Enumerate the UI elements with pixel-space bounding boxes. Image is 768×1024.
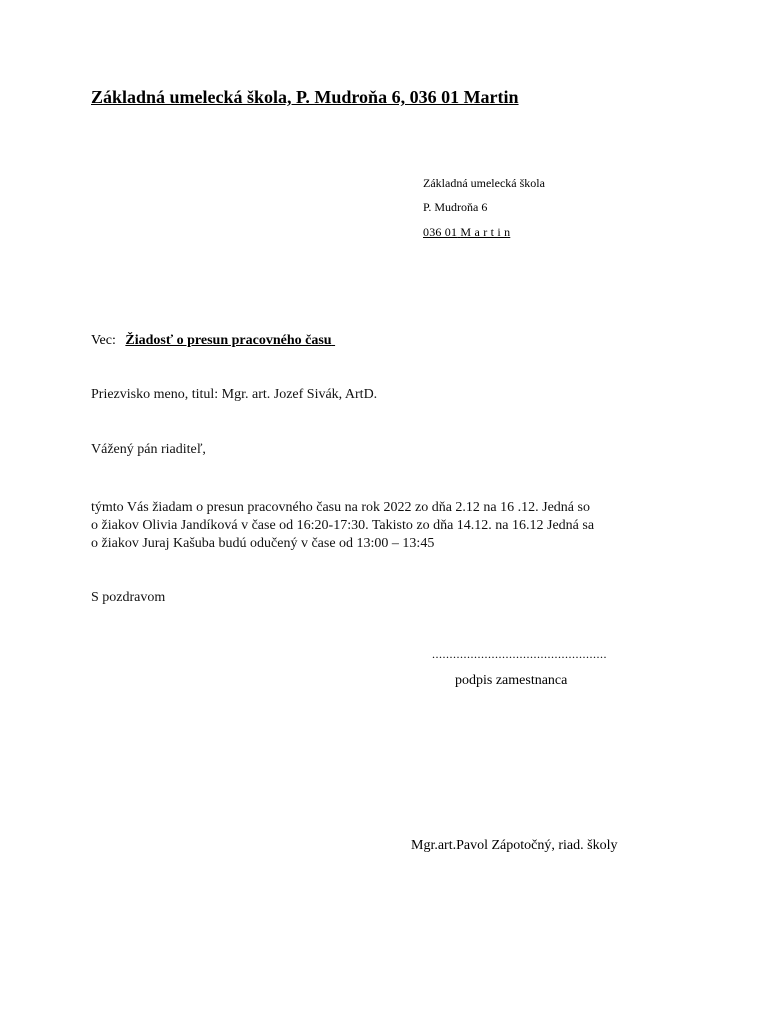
subject-text: Žiadosť o presun pracovného času [125, 333, 332, 348]
subject-line [91, 333, 360, 349]
employee-name-line: Priezvisko meno, titul: Mgr. art. Jozef Sivák, ArtD. [91, 387, 378, 402]
greeting: Vážený pán riaditeľ, [91, 442, 206, 457]
recipient-line-3 [423, 225, 510, 240]
signature-label: podpis zamestnanca [455, 673, 568, 688]
letter-header: Základná umelecká škola, P. Mudroňa 6, 036 01 Martin [91, 87, 519, 107]
paragraph-line: o žiakov Juraj Kašuba budú odučený v čase od 13:00 – 13:45 [91, 536, 435, 551]
recipient-line-1: Základná umelecká škola [423, 176, 545, 190]
paragraph-line: týmto Vás žiadam o presun pracovného času na rok 2022 zo dňa 2.12 na 16 .12. Jedná so [91, 500, 590, 515]
paragraph-line: o žiakov Olivia Jandíková v čase od 16:20-17:30. Takisto zo dňa 14.12. na 16.12 Jedná sa [91, 518, 595, 533]
recipient-line-2: P. Mudroňa 6 [423, 200, 488, 214]
closing: S pozdravom [91, 590, 166, 605]
request-paragraph [91, 499, 594, 553]
signature-dotted-line: .................................................. [432, 647, 607, 661]
subject-label: Vec: [91, 333, 116, 348]
recipient-postal-code: 036 01 [423, 225, 458, 239]
director-signature: Mgr.art.Pavol Zápotočný, riad. školy [411, 838, 618, 853]
recipient-city: M a r t i n [460, 225, 511, 239]
subject-underline-tail [332, 333, 360, 349]
